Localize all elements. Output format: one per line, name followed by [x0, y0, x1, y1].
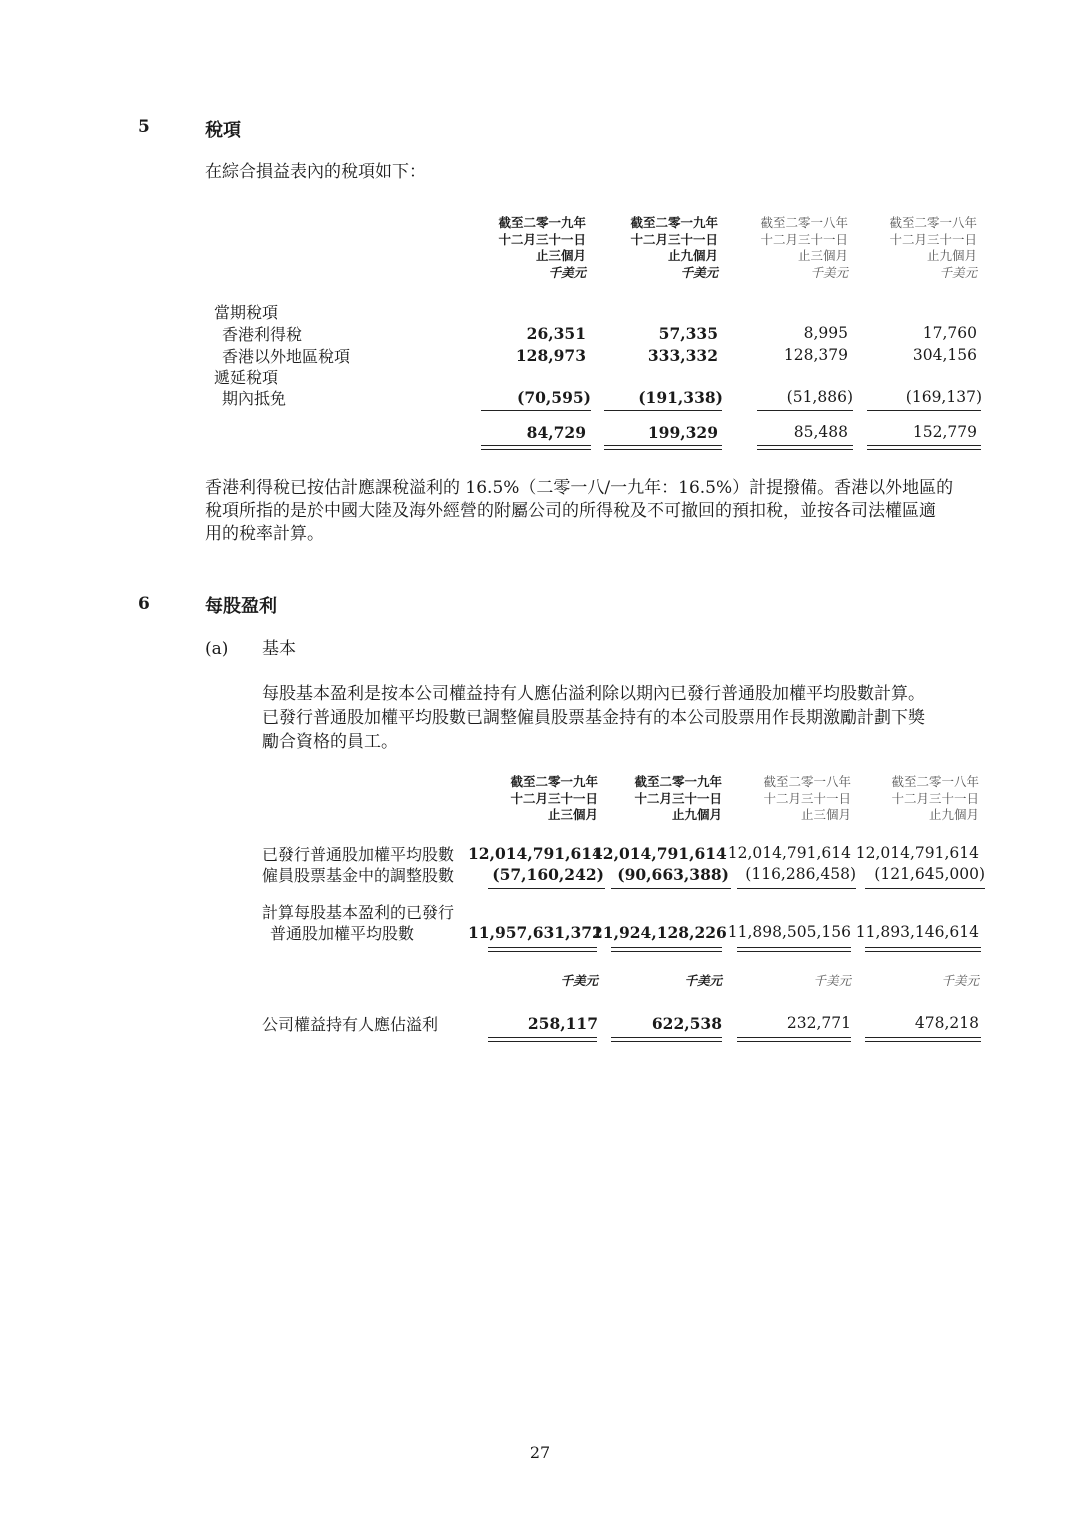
eps-issued-9m-2019: 12,014,791,614	[592, 844, 727, 863]
tax-subtotal-rule-3	[757, 410, 853, 411]
tax-total-double-rule-3	[757, 445, 853, 450]
eps-profit-double-rule-1	[488, 1037, 597, 1042]
tax-subtotal-rule-2	[604, 410, 722, 411]
eps-unit-4: 千美元	[941, 973, 979, 988]
tax-col-header-2: 截至二零一九年 十二月三十一日 止九個月 千美元	[630, 215, 718, 280]
eps-calc-q-2019: 11,957,631,372	[468, 923, 603, 942]
section-6-number: 6	[138, 594, 150, 614]
tax-overseas-q-2019: 128,973	[515, 346, 586, 365]
eps-calc-double-rule-4	[865, 947, 981, 952]
eps-desc-line-2: 已發行普通股加權平均股數已調整僱員股票基金持有的本公司股票用作長期激勵計劃下獎	[262, 708, 925, 728]
eps-profit-double-rule-3	[737, 1037, 851, 1042]
eps-subtotal-rule-3	[737, 888, 856, 889]
eps-calc-double-rule-3	[737, 947, 851, 952]
tax-row-label-hk: 香港利得稅	[222, 325, 303, 344]
eps-issued-9m-2018: 12,014,791,614	[855, 844, 979, 862]
eps-subtotal-rule-2	[611, 888, 731, 889]
section-5-number: 5	[138, 117, 150, 137]
tax-total-double-rule-2	[604, 445, 722, 450]
tax-note-line-2: 稅項所指的是於中國大陸及海外經營的附屬公司的所得稅及不可撤回的預扣稅，並按各司法權區適	[205, 501, 936, 521]
eps-profit-label: 公司權益持有人應佔溢利	[262, 1015, 439, 1034]
eps-calc-9m-2019: 11,924,128,226	[592, 923, 727, 942]
tax-row-label-deferred: 遞延稅項	[214, 368, 279, 387]
eps-row-label-issued: 已發行普通股加權平均股數	[262, 845, 455, 864]
tax-subtotal-rule-1	[481, 410, 591, 411]
eps-desc-line-3: 勵合資格的員工。	[262, 732, 398, 752]
eps-desc-line-1: 每股基本盈利是按本公司權益持有人應佔溢利除以期內已發行普通股加權平均股數計算。	[262, 684, 925, 704]
eps-unit-1: 千美元	[560, 973, 598, 988]
tax-total-9m-2019: 199,329	[647, 423, 718, 442]
tax-col-header-4: 截至二零一八年 十二月三十一日 止九個月 千美元	[889, 215, 977, 280]
section-5-title: 稅項	[205, 120, 241, 141]
tax-hk-9m-2018: 17,760	[922, 324, 977, 342]
eps-subtotal-rule-4	[865, 888, 985, 889]
eps-issued-q-2019: 12,014,791,614	[468, 844, 603, 863]
section-5-intro: 在綜合損益表內的稅項如下：	[205, 162, 426, 182]
tax-total-q-2018: 85,488	[793, 423, 848, 441]
eps-subtotal-rule-1	[488, 888, 605, 889]
eps-adjust-9m-2018: (121,645,000)	[874, 865, 985, 883]
eps-adjust-q-2018: (116,286,458)	[745, 865, 856, 883]
eps-calc-label-line-1: 計算每股基本盈利的已發行	[262, 903, 455, 922]
eps-profit-9m-2018: 478,218	[914, 1014, 979, 1032]
eps-unit-3: 千美元	[813, 973, 851, 988]
eps-calc-9m-2018: 11,893,146,614	[855, 923, 979, 941]
tax-credit-q-2019: (70,595)	[517, 388, 591, 407]
tax-note-line-1: 香港利得稅已按估計應課稅溢利的 16.5%（二零一八/一九年：16.5%）計提撥備。香港以外地區的	[205, 478, 954, 498]
eps-col-header-3: 截至二零一八年 十二月三十一日 止三個月	[763, 774, 851, 822]
eps-profit-q-2018: 232,771	[786, 1014, 851, 1032]
tax-total-q-2019: 84,729	[526, 423, 586, 442]
tax-credit-9m-2019: (191,338)	[638, 388, 723, 407]
page-number: 27	[529, 1443, 551, 1462]
eps-profit-double-rule-4	[865, 1037, 981, 1042]
tax-subtotal-rule-4	[867, 410, 981, 411]
tax-hk-q-2018: 8,995	[803, 324, 848, 342]
eps-col-header-2: 截至二零一九年 十二月三十一日 止九個月	[634, 774, 722, 822]
tax-note-line-3: 用的稅率計算。	[205, 524, 324, 544]
tax-credit-9m-2018: (169,137)	[905, 388, 982, 406]
eps-calc-q-2018: 11,898,505,156	[727, 923, 851, 941]
section-6-title: 每股盈利	[205, 596, 277, 617]
eps-adjust-9m-2019: (90,663,388)	[617, 865, 729, 884]
eps-profit-9m-2019: 622,538	[651, 1014, 722, 1033]
tax-hk-9m-2019: 57,335	[658, 324, 718, 343]
eps-adjust-q-2019: (57,160,242)	[492, 865, 604, 884]
eps-row-label-adjust: 僱員股票基金中的調整股數	[262, 866, 455, 885]
tax-total-9m-2018: 152,779	[912, 423, 977, 441]
tax-overseas-q-2018: 128,379	[783, 346, 848, 364]
tax-total-double-rule-4	[867, 445, 981, 450]
tax-credit-q-2018: (51,886)	[786, 388, 853, 406]
tax-row-label-overseas: 香港以外地區稅項	[222, 347, 351, 366]
subsection-a-title: 基本	[262, 639, 296, 659]
subsection-a-label: (a)	[205, 639, 229, 659]
tax-row-label-credit: 期內抵免	[222, 389, 287, 408]
eps-unit-2: 千美元	[684, 973, 722, 988]
eps-profit-q-2019: 258,117	[527, 1014, 598, 1033]
eps-profit-double-rule-2	[611, 1037, 722, 1042]
tax-total-double-rule-1	[481, 445, 591, 450]
tax-row-label-current: 當期稅項	[214, 303, 279, 322]
eps-calc-label-line-2: 普通股加權平均股數	[270, 924, 415, 943]
eps-col-header-1: 截至二零一九年 十二月三十一日 止三個月	[510, 774, 598, 822]
eps-issued-q-2018: 12,014,791,614	[727, 844, 851, 862]
eps-col-header-4: 截至二零一八年 十二月三十一日 止九個月	[891, 774, 979, 822]
tax-overseas-9m-2018: 304,156	[912, 346, 977, 364]
tax-overseas-9m-2019: 333,332	[647, 346, 718, 365]
eps-calc-double-rule-2	[611, 947, 722, 952]
tax-hk-q-2019: 26,351	[526, 324, 586, 343]
tax-col-header-3: 截至二零一八年 十二月三十一日 止三個月 千美元	[760, 215, 848, 280]
eps-calc-double-rule-1	[488, 947, 597, 952]
tax-col-header-1: 截至二零一九年 十二月三十一日 止三個月 千美元	[498, 215, 586, 280]
